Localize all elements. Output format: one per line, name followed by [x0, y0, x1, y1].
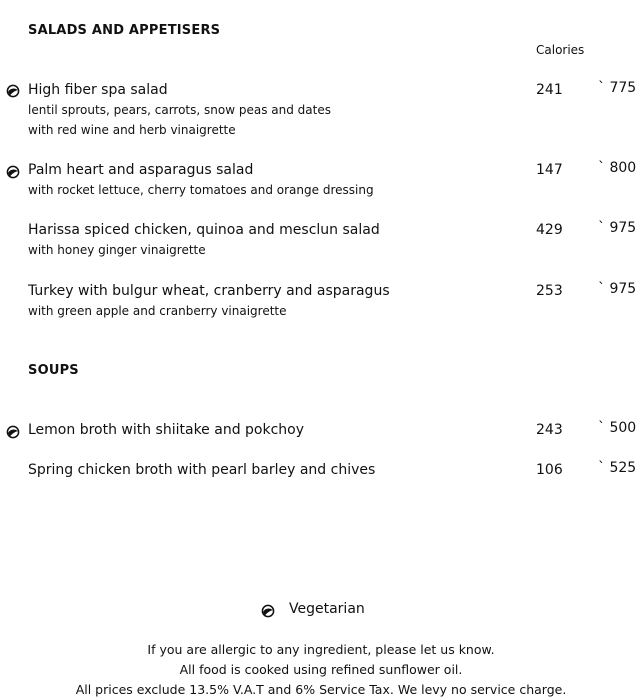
dish-description: with rocket lettuce, cherry tomatoes and orange dressing — [28, 183, 374, 197]
dish-price: ` 500 — [598, 420, 637, 436]
vegetarian-icon — [6, 84, 20, 98]
dish-price: ` 800 — [598, 160, 637, 176]
dish-name: Turkey with bulgur wheat, cranberry and asparagus — [28, 283, 390, 299]
section-title-salads: SALADS AND APPETISERS — [28, 23, 221, 38]
dish-calories: 243 — [536, 422, 563, 438]
dish-description: lentil sprouts, pears, carrots, snow peas and dates — [28, 103, 331, 117]
legend-label: Vegetarian — [289, 601, 365, 617]
oil-note: All food is cooked using refined sunflower oil. — [179, 662, 463, 677]
dish-name: Spring chicken broth with pearl barley and chives — [28, 462, 376, 478]
dish-name: Lemon broth with shiitake and pokchoy — [28, 422, 305, 438]
vegetarian-icon — [261, 604, 275, 618]
dish-calories: 429 — [536, 222, 563, 238]
section-title-soups: SOUPS — [28, 363, 79, 378]
vegetarian-icon — [6, 425, 20, 439]
dish-description: with red wine and herb vinaigrette — [28, 123, 236, 137]
dish-description: with honey ginger vinaigrette — [28, 243, 206, 257]
dish-calories: 106 — [536, 462, 563, 478]
dish-name: High fiber spa salad — [28, 82, 168, 98]
dish-calories: 253 — [536, 283, 563, 299]
dish-name: Harissa spiced chicken, quinoa and mesclun salad — [28, 222, 380, 238]
dish-description: with green apple and cranberry vinaigrette — [28, 304, 287, 318]
dish-calories: 241 — [536, 82, 563, 98]
calories-column-header: Calories — [536, 43, 585, 57]
dish-price: ` 975 — [598, 281, 637, 297]
dish-calories: 147 — [536, 162, 563, 178]
allergy-note: If you are allergic to any ingredient, please let us know. — [147, 642, 495, 657]
tax-note: All prices exclude 13.5% V.A.T and 6% Service Tax. We levy no service charge. — [75, 682, 567, 697]
dish-price: ` 775 — [598, 80, 637, 96]
dish-price: ` 525 — [598, 460, 637, 476]
vegetarian-icon — [6, 165, 20, 179]
dish-price: ` 975 — [598, 220, 637, 236]
dish-name: Palm heart and asparagus salad — [28, 162, 254, 178]
